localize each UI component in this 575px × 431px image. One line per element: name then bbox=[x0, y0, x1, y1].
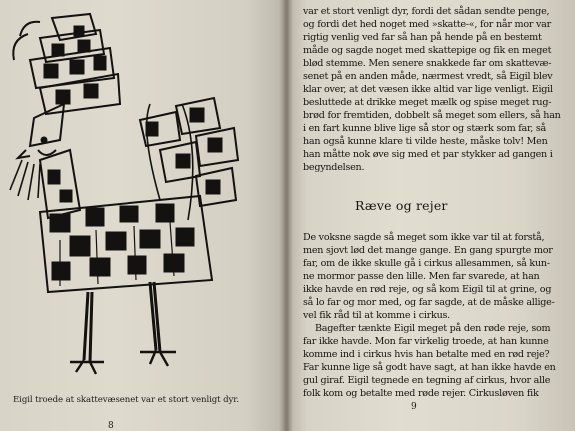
text-line: Bagefter tænkte Eigil meget på den røde reje, som bbox=[315, 323, 551, 334]
text-line: rigtig venlig ved far så han på hende på en bestemt bbox=[303, 32, 542, 43]
text-line: vel fik råd til at komme i cirkus. bbox=[303, 310, 450, 321]
text-line: senet på en anden måde, nærmest vredt, så Eigil blev bbox=[303, 71, 553, 82]
text-line: begyndelsen. bbox=[303, 162, 365, 173]
text-line: han også kunne klare ti vilde heste, måske tolv! Men bbox=[303, 136, 548, 147]
page-number-right: 9 bbox=[411, 402, 417, 412]
text-line: blød stemme. Men senere snakkede far om skattevæ- bbox=[303, 58, 552, 69]
text-line: men sjovt lød det mange gange. En gang spurgte mor bbox=[303, 245, 553, 256]
text-line: besluttede at drikke meget mælk og spise meget rug- bbox=[303, 97, 552, 108]
book-gutter bbox=[279, 0, 293, 431]
text-line: brød for fremtiden, dobbelt så meget som ellers, så han bbox=[303, 110, 561, 121]
text-line: og fordi det hed noget med »skatte-«, for når mor var bbox=[303, 19, 551, 30]
paragraph-continued bbox=[303, 5, 561, 174]
text-line: gul giraf. Eigil tegnede en tegning af cirkus, hvor alle bbox=[303, 375, 551, 386]
text-line: komme ind i cirkus hvis han betalte med en rød reje? bbox=[303, 349, 550, 360]
text-line: De voksne sagde så meget som ikke var til at forstå, bbox=[303, 232, 545, 243]
rooster-illustration bbox=[0, 0, 290, 395]
text-line: måde og sagde noget med skattepige og fik en meget bbox=[303, 45, 552, 56]
text-line: ikke havde en rød reje, og så kom Eigil til at grine, og bbox=[303, 284, 552, 295]
text-line: i en fart kunne blive lige så stor og stærk som far, så bbox=[303, 123, 547, 134]
text-line: Far kunne lige så godt have sagt, at han ikke havde en bbox=[303, 362, 556, 373]
text-line: var et stort venligt dyr, fordi det sådan sendte penge, bbox=[303, 6, 550, 17]
chapter-body bbox=[303, 231, 556, 400]
text-line: far ikke havde. Mon far virkelig troede, at han kunne bbox=[303, 336, 549, 347]
text-line: ne mormor passe den lille. Men far svarede, at han bbox=[303, 271, 540, 282]
text-line: far, om de ikke skulle gå i cirkus allesammen, så kun- bbox=[303, 258, 550, 269]
text-line: klar over, at det væsen ikke altid var lige venligt. Eigil bbox=[303, 84, 553, 95]
chapter-heading: Ræve og rejer bbox=[355, 198, 448, 213]
text-line: så lo far og mor med, og far sagde, at de måske allige- bbox=[303, 297, 555, 308]
text-line: han måtte nok øve sig med et par stykker ad gangen i bbox=[303, 149, 553, 160]
page-number-left: 8 bbox=[108, 421, 114, 431]
illustration-caption: Eigil troede at skattevæsenet var et stort venligt dyr. bbox=[13, 395, 239, 405]
text-line: folk kom og betalte med røde rejer. Cirkusløven fik bbox=[303, 388, 539, 399]
